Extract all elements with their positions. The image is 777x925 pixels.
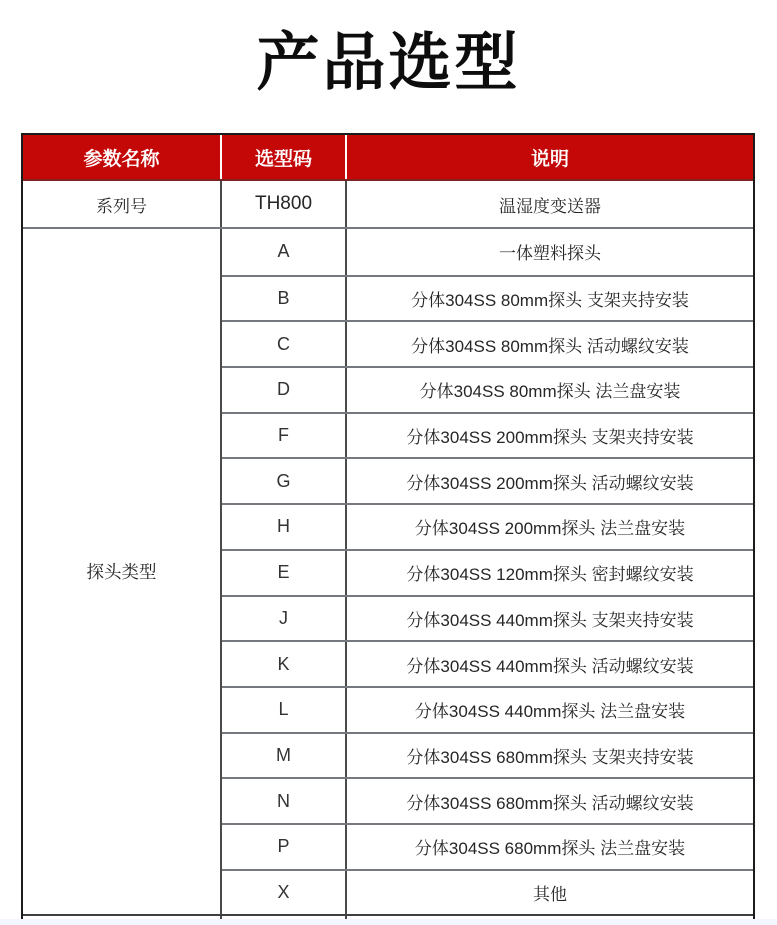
probe-row [222, 229, 753, 275]
table-header-row [23, 135, 753, 181]
probe-row [222, 320, 753, 366]
probe-code-cell: B [222, 277, 347, 321]
probe-type-section [23, 227, 753, 914]
probe-desc-cell: 分体304SS 200mm探头 法兰盘安装 [414, 519, 686, 539]
probe-code-cell: F [222, 414, 347, 458]
probe-desc-cell: 其他 [533, 884, 567, 904]
probe-row [222, 549, 753, 595]
series-desc-cell: 温湿度变送器 [499, 196, 601, 216]
probe-desc-cell: 分体304SS 120mm探头 密封螺纹安装 [406, 565, 694, 585]
probe-code-cell: M [222, 734, 347, 778]
probe-row [222, 640, 753, 686]
probe-row [222, 412, 753, 458]
probe-code-cell: X [222, 871, 347, 915]
series-code-cell: TH800 [222, 181, 347, 227]
probe-code-cell: J [222, 597, 347, 641]
probe-desc-cell: 分体304SS 80mm探头 活动螺纹安装 [411, 336, 689, 356]
probe-code-cell: E [222, 551, 347, 595]
series-number-row [23, 181, 753, 227]
probe-row [222, 732, 753, 778]
page-title: 产品选型 [256, 28, 521, 98]
probe-desc-cell: 分体304SS 440mm探头 法兰盘安装 [414, 702, 686, 722]
header-selection-code: 选型码 [222, 135, 347, 179]
probe-desc-cell: 分体304SS 200mm探头 支架夹持安装 [406, 428, 694, 448]
probe-row [222, 869, 753, 915]
probe-code-cell: D [222, 368, 347, 412]
probe-code-cell: L [222, 688, 347, 732]
series-name-cell: 系列号 [23, 181, 222, 227]
probe-row [222, 777, 753, 823]
probe-desc-cell: 分体304SS 680mm探头 法兰盘安装 [414, 839, 686, 859]
probe-desc-cell: 分体304SS 440mm探头 活动螺纹安装 [406, 656, 694, 676]
probe-row [222, 457, 753, 503]
probe-desc-cell: 分体304SS 680mm探头 活动螺纹安装 [406, 793, 694, 813]
header-description: 说明 [530, 148, 569, 170]
probe-row [222, 823, 753, 869]
product-selection-table [21, 133, 755, 920]
probe-code-cell: P [222, 825, 347, 869]
probe-desc-cell: 一体塑料探头 [499, 244, 601, 264]
probe-code-cell: K [222, 642, 347, 686]
probe-code-cell: C [222, 322, 347, 366]
header-parameter-name: 参数名称 [23, 135, 222, 179]
probe-desc-cell: 分体304SS 80mm探头 法兰盘安装 [419, 382, 681, 402]
probe-type-rows [222, 229, 753, 914]
probe-desc-cell: 分体304SS 80mm探头 支架夹持安装 [411, 291, 689, 311]
probe-row [222, 595, 753, 641]
probe-row [222, 366, 753, 412]
probe-code-cell: G [222, 459, 347, 503]
bottom-strip [0, 919, 777, 925]
probe-row [222, 275, 753, 321]
probe-row [222, 503, 753, 549]
probe-type-label-cell: 探头类型 [23, 229, 222, 914]
probe-code-cell: H [222, 505, 347, 549]
probe-row [222, 686, 753, 732]
probe-code-cell: A [222, 229, 347, 275]
probe-code-cell: N [222, 779, 347, 823]
probe-desc-cell: 分体304SS 680mm探头 支架夹持安装 [406, 747, 694, 767]
probe-desc-cell: 分体304SS 440mm探头 支架夹持安装 [406, 610, 694, 630]
probe-desc-cell: 分体304SS 200mm探头 活动螺纹安装 [406, 473, 694, 493]
